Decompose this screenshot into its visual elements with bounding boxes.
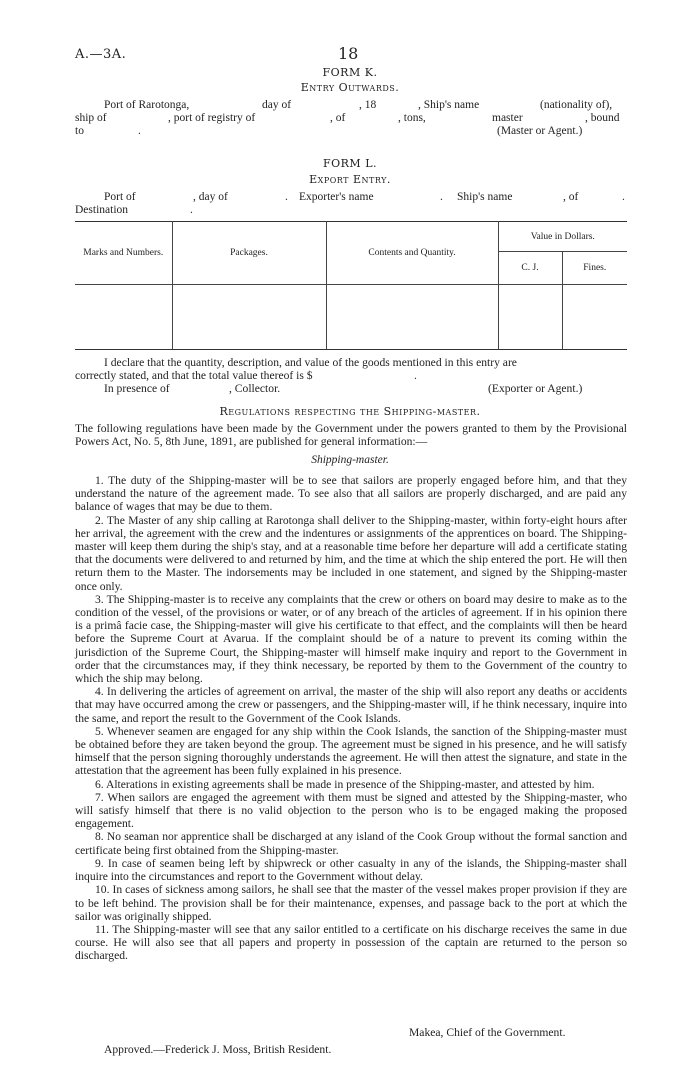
form-k-nationality: (nationality of), <box>540 99 613 111</box>
form-l-ship-name: Ship's name <box>457 191 513 203</box>
form-k-to: to <box>75 125 84 137</box>
regulation-paragraph: 6. Alterations in existing agreements shall be made in presence of the Shipping-master, and attested by him. <box>95 777 595 791</box>
export-entry-table <box>75 221 627 350</box>
form-l-exporter: Exporter's name <box>299 191 374 203</box>
regulation-paragraph: 4. In delivering the articles of agreement on arrival, the master of the ship will also report any deaths or accidents that may have occurred among the crew or passengers, and the Shipping-master will, if he think necessary, inquire into the same, and report the result to the Government of the Cook Islands. <box>75 685 627 725</box>
form-k-master-or-agent: (Master or Agent.) <box>497 125 583 137</box>
form-k-port: Port of Rarotonga, <box>104 99 190 111</box>
regulation-paragraph: 10. In cases of sickness among sailors, he shall see that the master of the vessel makes proper provision if they are to be left behind. The provision shall be for their maintenance, expenses, and passage back to the port at which the sailor was originally shipped. <box>75 883 627 923</box>
form-k-bound: , bound <box>585 112 620 124</box>
declaration-line-2: correctly stated, and that the total value thereof is $ <box>75 369 313 382</box>
form-l-sep1: . <box>285 191 288 203</box>
regulation-paragraph: 2. The Master of any ship calling at Rarotonga shall deliver to the Shipping-master, within forty-eight hours after her arrival, the agreement with the crew and the indentures or assignments of the apprentices on board. The Shipping-master will keep them during the ship's stay, and at a reasonable time before her departure will add a certificate stating that the documents were delivered to and returned by him, and the time at which the ship entered the port. He will then return them to the Master. The indorsements may be included in one statement, and signed by the Shipping-master once only. <box>75 513 627 593</box>
form-k-registry: , port of registry of <box>168 112 256 124</box>
in-presence-of: In presence of <box>104 382 170 395</box>
column-contents-quantity: Contents and Quantity. <box>326 222 498 285</box>
form-k-of: , of <box>330 112 346 124</box>
form-l-title: FORM L. <box>323 157 377 170</box>
table-cell <box>172 285 326 350</box>
form-k-ship-name: , Ship's name <box>418 99 480 111</box>
column-fines: Fines. <box>562 252 627 285</box>
regulation-paragraph: 11. The Shipping-master will see that any sailor entitled to a certificate on his discharge receives the same in due course. He will also see that all papers and property in possession of the captain are returned to the person so discharged. <box>75 922 627 963</box>
form-l-subtitle: Export Entry. <box>309 173 391 186</box>
regulations-paragraphs <box>75 474 627 963</box>
form-k-title: FORM K. <box>322 66 378 79</box>
form-k-tons: , tons, <box>398 112 426 124</box>
table-row <box>75 285 627 350</box>
exporter-or-agent: (Exporter or Agent.) <box>488 382 583 395</box>
document-reference: A.—3A. <box>75 47 127 62</box>
form-l-sep3: . <box>622 191 625 203</box>
declaration-line-2-end: . <box>414 369 417 382</box>
regulations-title: Regulations respecting the Shipping-master. <box>219 405 481 418</box>
signature-makea: Makea, Chief of the Government. <box>409 1026 566 1039</box>
form-l-day: , day of <box>193 191 228 203</box>
column-cj: C. J. <box>498 252 562 285</box>
table-cell <box>498 285 562 350</box>
form-k-year: , 18 <box>359 99 377 111</box>
regulation-paragraph: 9. In case of seamen being left by shipwreck or other casualty in any of the islands, the Shipping-master shall inquire into the circumstances and report to the Government without delay. <box>75 856 627 884</box>
column-value-dollars: Value in Dollars. <box>498 222 627 252</box>
form-k-subtitle: Entry Outwards. <box>300 81 400 94</box>
regulations-intro-text: The following regulations have been made by the Government under the powers granted to them by the Provisional Powers Act, No. 5, 8th June, 1891, are published for general information:— <box>75 422 627 449</box>
page-number: 18 <box>338 44 359 63</box>
form-l-of: , of <box>563 191 579 203</box>
regulation-paragraph: 7. When sailors are engaged the agreement with them must be signed and attested by the Shipping-master, who will satisfy himself that there is no valid objection to the person who is to be engaged making the proposed engagement. <box>75 790 627 831</box>
regulation-paragraph: 3. The Shipping-master is to receive any complaints that the crew or others on board may desire to make as to the condition of the vessel, of the provisions or water, or of any breach of the articles of agreement. If in his opinion there is a primâ facie case, the Shipping-master will give his certificate to that effect, and the complaints will then be heard before the Supreme Court at Avarua. If the complaint should be of a nature to prevent its coming within the jurisdiction of the Supreme Court, the Shipping-master will himself make inquiry and report to the Government in order that the circumstances may, if they think necessary, be reported by them to the Government of the country to which the ship may belong. <box>75 592 627 686</box>
table-cell <box>75 285 172 350</box>
regulation-paragraph: 1. The duty of the Shipping-master will be to see that sailors are properly engaged before him, and that they understand the nature of the agreement made. To see also that all sailors are properly discharged, and are paid any balance of wages that may be due to them. <box>75 474 627 514</box>
collector-label: , Collector. <box>229 382 281 395</box>
form-l-destination-period: . <box>190 204 193 216</box>
column-packages: Packages. <box>172 222 326 285</box>
form-k-master: master <box>492 112 523 124</box>
form-k-ship-of: ship of <box>75 112 107 124</box>
regulation-paragraph: 5. Whenever seamen are engaged for any ship within the Cook Islands, the sanction of the Shipping-master must be obtained before they are taken beyond the group. The agreement must be signed in his presence, and he will satisfy himself that the person signing thoroughly understands the agreement. He will then attest the signature, and state in the attestation that the agreement has been fully explained in his presence. <box>75 724 627 778</box>
declaration-line-1: I declare that the quantity, description, and value of the goods mentioned in this entry are <box>104 356 517 369</box>
form-k-day: day of <box>262 99 292 111</box>
form-l-destination: Destination <box>75 204 129 216</box>
section-title: Shipping-master. <box>311 454 389 466</box>
regulation-paragraph: 8. No seaman nor apprentice shall be discharged at any island of the Cook Group without the formal sanction and certificate being first obtained from the Shipping-master. <box>75 830 627 857</box>
form-l-port: Port of <box>104 191 136 203</box>
table-cell <box>326 285 498 350</box>
column-marks-numbers: Marks and Numbers. <box>75 222 172 285</box>
approved-line: Approved.—Frederick J. Moss, British Resident. <box>104 1043 332 1056</box>
regulations-intro <box>75 422 627 448</box>
form-k-period: . <box>138 125 141 137</box>
table-cell <box>562 285 627 350</box>
form-l-sep2: . <box>440 191 443 203</box>
